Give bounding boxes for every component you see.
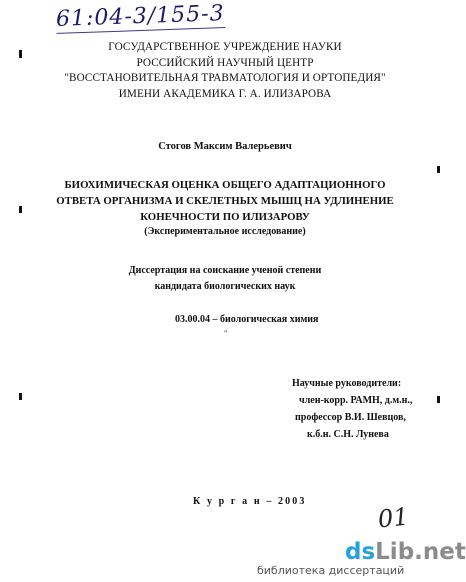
- scan-mark-left: [19, 393, 22, 400]
- institution-line: ГОСУДАРСТВЕННОЕ УЧРЕЖДЕНИЕ НАУКИ: [108, 41, 342, 53]
- degree-line: Диссертация на соискание ученой степени: [128, 265, 322, 276]
- dissertation-subtitle: (Экспериментальное исследование): [144, 226, 306, 237]
- dissertation-title: [0, 177, 450, 225]
- city-year: К у р г а н – 2003: [193, 496, 307, 507]
- handwritten-code: 61:04-3/155-3: [55, 1, 226, 32]
- watermark-logo[interactable]: [345, 540, 466, 564]
- degree-line: кандидата биологических наук: [154, 280, 296, 292]
- degree-statement: [0, 263, 450, 294]
- supervisor-line: профессор В.И. Шевцов,: [295, 412, 406, 423]
- title-line: КОНЕЧНОСТИ ПО ИЛИЗАРОВУ: [140, 211, 310, 223]
- title-line: ОТВЕТА ОРГАНИЗМА И СКЕЛЕТНЫХ МЫШЦ НА УДЛИНЕНИЕ: [56, 195, 394, 207]
- title-line: БИОХИМИЧЕСКАЯ ОЦЕНКА ОБЩЕГО АДАПТАЦИОННОГО: [64, 179, 386, 191]
- scan-mark-right: [437, 166, 440, 173]
- watermark[interactable]: [257, 539, 466, 577]
- institution-line: "ВОССТАНОВИТЕЛЬНАЯ ТРАВМАТОЛОГИЯ И ОРТОПЕДИЯ": [64, 72, 386, 84]
- handwritten-page-number: 01: [376, 502, 410, 534]
- supervisors-heading: Научные руководители:: [292, 378, 402, 389]
- author-name: Стогов Максим Валерьевич: [158, 141, 292, 152]
- specialty-code: 03.00.04 – биологическая химия: [175, 314, 319, 325]
- supervisor-line: член-корр. РАМН, д.м.н.,: [299, 395, 413, 406]
- logo-part-lib: Lib.net: [375, 539, 466, 565]
- logo-part-ds: ds: [345, 539, 376, 565]
- institution-line: ИМЕНИ АКАДЕМИКА Г. А. ИЛИЗАРОВА: [118, 87, 332, 100]
- supervisors-block: [292, 375, 412, 443]
- watermark-caption: библиотека диссертаций: [257, 564, 405, 577]
- institution-header: [0, 40, 450, 102]
- scan-mark-right: [437, 396, 440, 403]
- supervisor-line: к.б.н. С.Н. Лунева: [307, 429, 389, 440]
- stray-mark: ": [224, 329, 228, 338]
- institution-line: РОССИЙСКИЙ НАУЧНЫЙ ЦЕНТР: [136, 56, 314, 69]
